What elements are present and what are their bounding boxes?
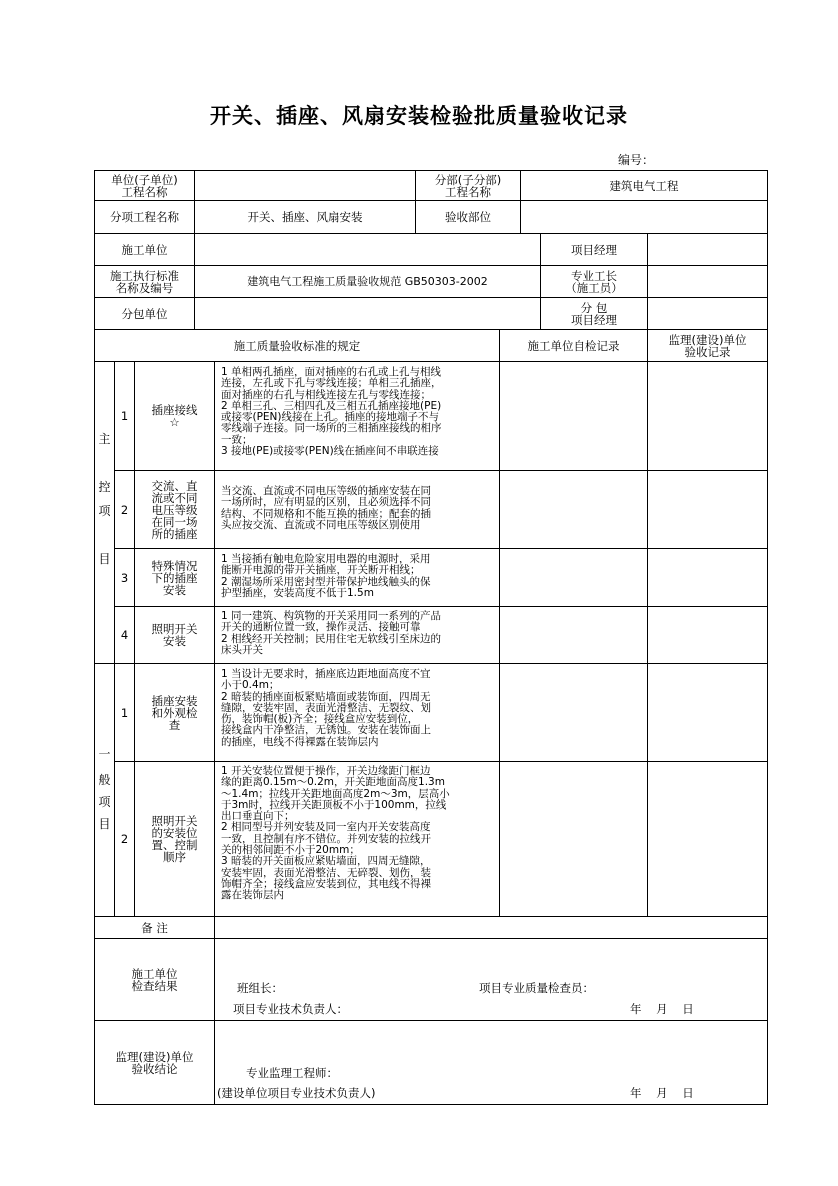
contractor-label: 施工单位	[121, 242, 168, 257]
standard-field[interactable]: 建筑电气工程施工质量验收规范 GB50303-2002	[247, 274, 488, 288]
division-name-label: 分部(子分部) 工程名称	[434, 172, 502, 199]
general-item-number: 2	[120, 832, 129, 846]
main-item-name: 照明开关 安装	[151, 622, 198, 648]
team-leader-label: 班组长：	[237, 981, 283, 995]
general-item-spec: 1 开关安装位置便于操作，开关边缘距门框边 缘的距离0.15m～0.2m，开关距地面高度1.3m ～1.4m；拉线开关距地面高度2m～3m，层高小 于3m时，拉线开关距顶板不小于100mm，拉线 出口垂直向下； 2 相同型号并列安装及同一室内开关安装高度 一致，且控制有序不错位。并列安装的拉线开 关的相邻间距不小于20mm； 3 暗装的开关面板应紧贴墙面，四周无缝隙， 安装牢固，表面光滑整洁、无碎裂、划伤，装 饰帽齐全；接线盒应安装到位，其电线不得裸 露在装饰层内	[221, 765, 450, 902]
main-item-name: 特殊情况 下的插座 安装	[151, 558, 198, 597]
foreman-field[interactable]	[648, 266, 767, 297]
main-item-name: 交流、直 流或不同 电压等级 在同一场 所的插座	[151, 478, 198, 541]
main-item-spec: 1 同一建筑、构筑物的开关采用同一系列的产品 开关的通断位置一致，操作灵活、接触可靠 2 相线经开关控制；民用住宅无软线引至床边的 床头开关	[221, 610, 442, 656]
sub-project-manager-field[interactable]	[648, 298, 767, 329]
sub-project-manager-label: 分 包 项目经理	[571, 300, 617, 327]
supervision-column-header: 监理(建设)单位 验收记录	[668, 332, 747, 359]
contractor-date: 年 月 日	[630, 1002, 694, 1016]
subitem-name-field[interactable]: 开关、插座、风扇安装	[247, 210, 363, 224]
main-item-self-check-cell[interactable]	[500, 471, 647, 548]
remarks-label: 备 注	[141, 920, 168, 935]
general-item-self-check-cell[interactable]	[500, 762, 647, 916]
owner-tech-lead-label: (建设单位项目专业技术负责人)	[217, 1086, 376, 1100]
unit-name-field[interactable]	[195, 171, 415, 200]
project-manager-field[interactable]	[648, 234, 767, 265]
main-item-supervision-cell[interactable]	[648, 607, 767, 663]
main-item-self-check-cell[interactable]	[500, 607, 647, 663]
main-item-spec: 1 当接插有触电危险家用电器的电源时，采用 能断开电源的带开关插座，开关断开相线； 2 潮湿场所采用密封型并带保护地线触头的保 护型插座，安装高度不低于1.5m	[221, 553, 431, 599]
general-item-name: 插座安装 和外观检 查	[151, 693, 198, 732]
main-item-supervision-cell[interactable]	[648, 549, 767, 606]
main-item-supervision-cell[interactable]	[648, 362, 767, 470]
main-item-number: 2	[120, 502, 129, 517]
unit-name-label: 单位(子单位) 工程名称	[111, 172, 178, 199]
main-control-group-label: 主 控 项 目	[98, 432, 111, 566]
supervising-engineer-label: 专业监理工程师：	[246, 1066, 338, 1080]
acceptance-part-label: 验收部位	[445, 210, 491, 224]
self-check-column-header: 施工单位自检记录	[527, 338, 620, 353]
foreman-label: 专业工长 （施工员）	[565, 268, 623, 295]
general-group-label: 一 般 项 目	[98, 747, 111, 831]
quality-inspector-label: 项目专业质量检查员：	[479, 981, 594, 995]
remarks-field[interactable]	[215, 917, 767, 938]
main-item-spec: 1 单相两孔插座，面对插座的右孔或上孔与相线 连接，左孔或下孔与零线连接；单相三孔插座， 面对插座的右孔与相线连接左孔与零线连接； 2 单相三孔、三相四孔及三相五孔插座接地(PE) 或接零(PEN)线接在上孔。插座的接地端子不与 零线端子连接。同一场所的三相插座接线的相序 一致； 3 接地(PE)或接零(PEN)线在插座间不串联连接	[221, 366, 442, 458]
spec-column-header: 施工质量验收标准的规定	[233, 338, 361, 353]
subcontractor-label: 分包单位	[121, 306, 168, 321]
supervision-date: 年 月 日	[630, 1086, 694, 1100]
general-item-supervision-cell[interactable]	[648, 664, 767, 761]
main-item-number: 1	[120, 409, 129, 423]
general-item-name: 照明开关 的安装位 置、控制 顺序	[151, 814, 198, 864]
division-name-field[interactable]: 建筑电气工程	[609, 178, 679, 193]
general-item-number: 1	[120, 705, 129, 720]
standard-label: 施工执行标准 名称及编号	[110, 268, 179, 295]
subcontractor-field[interactable]	[195, 298, 540, 329]
supervision-conclusion-label: 监理(建设)单位 验收结论	[115, 1050, 194, 1076]
main-item-self-check-cell[interactable]	[500, 362, 647, 470]
acceptance-part-field[interactable]	[521, 201, 767, 233]
main-item-name: 插座接线 ☆	[151, 403, 198, 429]
main-item-spec: 当交流、直流或不同电压等级的插座安装在同 一场所时，应有明显的区别，且必须选择不同 结构、不同规格和不能互换的插座；配套的插 头应按交流、直流或不同电压等级区别使用	[221, 485, 431, 531]
project-tech-lead-label: 项目专业技术负责人：	[233, 1002, 348, 1016]
doc-number-label: 编号：	[618, 153, 655, 167]
contractor-field[interactable]	[195, 234, 540, 265]
subitem-name-label: 分项工程名称	[110, 210, 179, 224]
general-item-spec: 1 当设计无要求时，插座底边距地面高度不宜 小于0.4m； 2 暗装的插座面板紧贴墙面或装饰面，四周无 缝隙，安装牢固，表面光滑整洁、无裂纹、划 伤，装饰帽(板)齐全；接线盒应安装到位， 接线盒内干净整洁，无锈蚀。安装在装饰面上 的插座，电线不得裸露在装饰层内	[221, 668, 431, 748]
main-item-self-check-cell[interactable]	[500, 549, 647, 606]
project-manager-label: 项目经理	[571, 242, 617, 257]
page-title: 开关、插座、风扇安装检验批质量验收记录	[210, 104, 628, 128]
main-item-number: 3	[120, 570, 129, 585]
general-item-supervision-cell[interactable]	[648, 762, 767, 916]
main-item-supervision-cell[interactable]	[648, 471, 767, 548]
general-item-self-check-cell[interactable]	[500, 664, 647, 761]
contractor-check-label: 施工单位 检查结果	[131, 966, 178, 993]
main-item-number: 4	[120, 628, 129, 642]
